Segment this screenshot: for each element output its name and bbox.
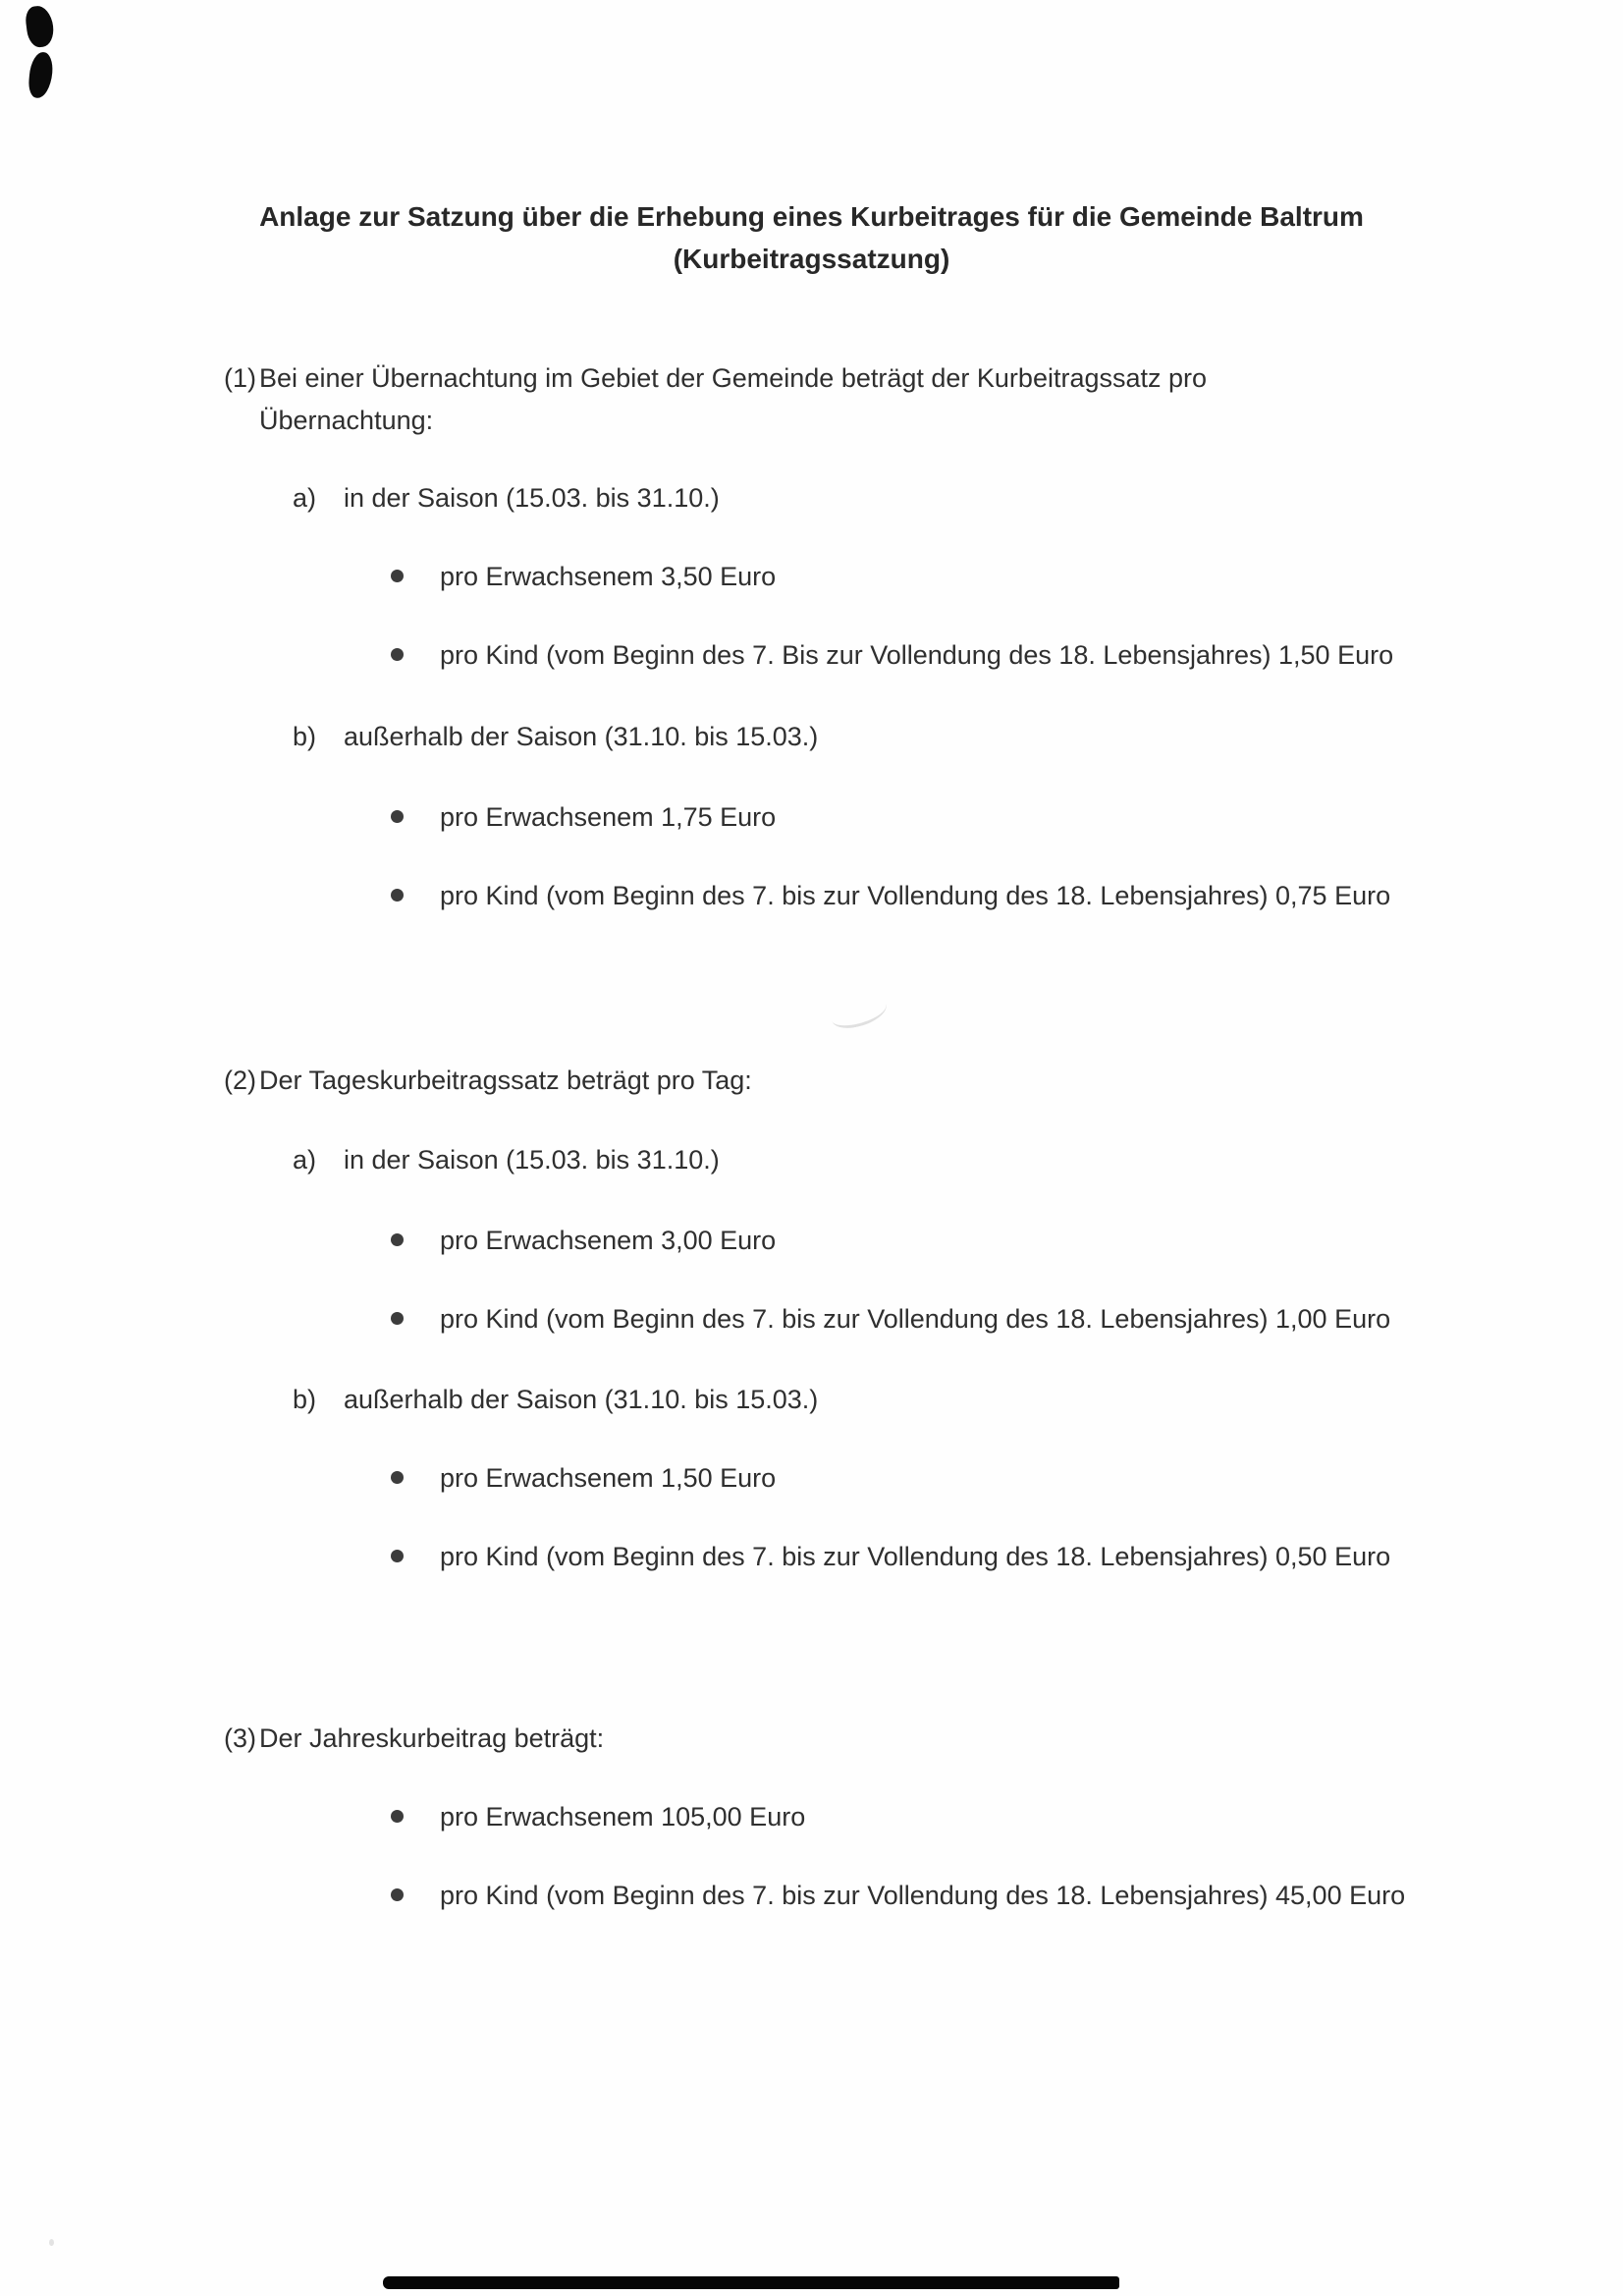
bullet-icon — [391, 1888, 404, 1901]
section-1-heading-line-1: Bei einer Übernachtung im Gebiet der Gemeinde beträgt der Kurbeitragssatz pro — [259, 363, 1208, 393]
bullet-icon — [391, 1233, 404, 1246]
list-item — [0, 1540, 1623, 1575]
section-2b-row — [0, 1383, 1623, 1418]
list-item — [0, 560, 1623, 595]
section-3-heading-row — [0, 1722, 1623, 1757]
section-3-heading: Der Jahreskurbeitrag beträgt: — [259, 1723, 605, 1753]
section-1-heading-row — [0, 361, 1623, 397]
section-2a-text: in der Saison (15.03. bis 31.10.) — [344, 1145, 720, 1175]
bullet-item-text: pro Erwachsenem 3,00 Euro — [440, 1226, 777, 1255]
bullet-item-text: pro Erwachsenem 1,50 Euro — [440, 1463, 777, 1493]
section-2b-label: b) — [293, 1385, 317, 1414]
section-1-heading-line-2: Übernachtung: — [259, 406, 434, 435]
section-1a-label: a) — [293, 483, 317, 513]
list-item — [0, 638, 1623, 674]
section-1b-text: außerhalb der Saison (31.10. bis 15.03.) — [344, 722, 819, 751]
list-item — [0, 1302, 1623, 1338]
section-1b-row — [0, 720, 1623, 755]
section-1-heading-row-2 — [0, 404, 1623, 439]
section-2-number: (2) — [224, 1066, 256, 1095]
document-title-line-1: Anlage zur Satzung über die Erhebung eines Kurbeitrages für die Gemeinde Baltrum — [259, 201, 1364, 232]
bullet-icon — [391, 1312, 404, 1325]
scan-artifact-speck — [49, 2239, 54, 2246]
bullet-item-text: pro Kind (vom Beginn des 7. bis zur Vollendung des 18. Lebensjahres) 1,00 Euro — [440, 1304, 1391, 1334]
section-2-heading-row — [0, 1064, 1623, 1099]
bullet-item-text: pro Kind (vom Beginn des 7. Bis zur Vollendung des 18. Lebensjahres) 1,50 Euro — [440, 640, 1394, 670]
list-item — [0, 1461, 1623, 1497]
section-1a-text: in der Saison (15.03. bis 31.10.) — [344, 483, 720, 513]
section-3-number: (3) — [224, 1723, 256, 1753]
scan-artifact-smudge — [829, 992, 891, 1031]
bullet-item-text: pro Erwachsenem 3,50 Euro — [440, 562, 777, 591]
section-2a-label: a) — [293, 1145, 317, 1175]
bullet-item-text: pro Erwachsenem 1,75 Euro — [440, 802, 777, 832]
section-2b-text: außerhalb der Saison (31.10. bis 15.03.) — [344, 1385, 819, 1414]
bullet-item-text: pro Erwachsenem 105,00 Euro — [440, 1802, 806, 1831]
bullet-icon — [391, 1550, 404, 1562]
bullet-icon — [391, 648, 404, 661]
list-item — [0, 800, 1623, 836]
document-title-line-2: (Kurbeitragssatzung) — [673, 244, 950, 274]
scan-artifact-bottom-bar — [383, 2276, 1119, 2289]
bullet-item-text: pro Kind (vom Beginn des 7. bis zur Vollendung des 18. Lebensjahres) 45,00 Euro — [440, 1881, 1406, 1910]
scan-artifact-top-left-blob-2 — [27, 51, 54, 99]
list-item — [0, 1879, 1623, 1914]
section-1-number: (1) — [224, 363, 256, 393]
bullet-icon — [391, 1471, 404, 1484]
bullet-icon — [391, 570, 404, 582]
bullet-item-text: pro Kind (vom Beginn des 7. bis zur Vollendung des 18. Lebensjahres) 0,75 Euro — [440, 881, 1391, 910]
section-1a-row — [0, 481, 1623, 517]
section-2a-row — [0, 1143, 1623, 1178]
bullet-icon — [391, 1810, 404, 1823]
bullet-icon — [391, 810, 404, 823]
section-1b-label: b) — [293, 722, 317, 751]
bullet-icon — [391, 889, 404, 902]
scan-artifact-top-left-blob-1 — [25, 5, 56, 49]
list-item — [0, 879, 1623, 914]
list-item — [0, 1800, 1623, 1835]
list-item — [0, 1224, 1623, 1259]
section-2-heading: Der Tageskurbeitragssatz beträgt pro Tag: — [259, 1066, 752, 1095]
bullet-item-text: pro Kind (vom Beginn des 7. bis zur Vollendung des 18. Lebensjahres) 0,50 Euro — [440, 1542, 1391, 1571]
